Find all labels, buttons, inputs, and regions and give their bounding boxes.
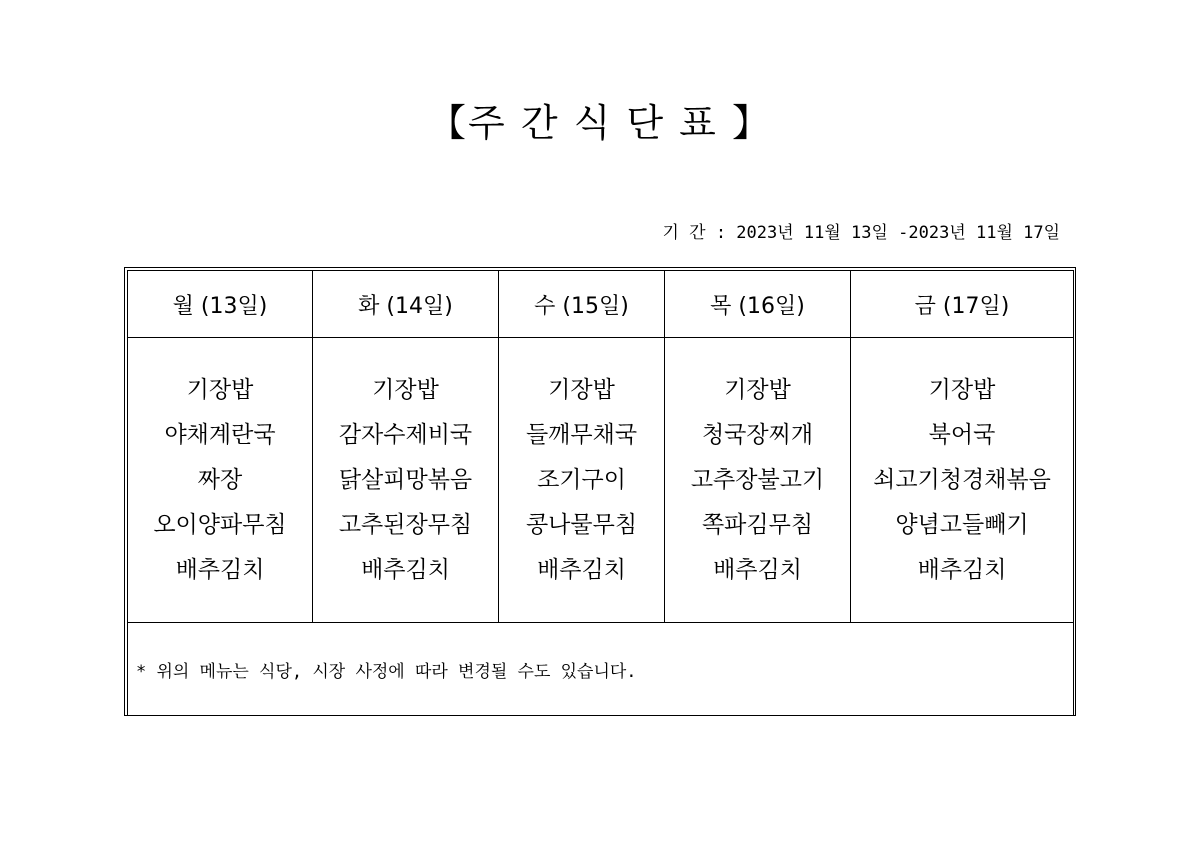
- day-header-fri: 금 (17일): [851, 271, 1074, 338]
- menu-item: 고추된장무침: [338, 511, 473, 538]
- menu-item: 양념고들빼기: [895, 511, 1029, 538]
- menu-item: 감자수제비국: [338, 421, 473, 448]
- day-header-tue: 화 (14일): [313, 271, 499, 338]
- menu-cell-wed: [499, 338, 665, 623]
- menu-item: 배추김치: [361, 556, 450, 583]
- menu-cell-tue: [313, 338, 499, 623]
- weekly-menu-table: [127, 270, 1074, 716]
- menu-item: 기장밥: [186, 376, 254, 403]
- menu-item: 조기구이: [537, 466, 626, 493]
- day-header-mon: 월 (13일): [128, 271, 313, 338]
- day-header-row: [128, 271, 1074, 338]
- menu-item: 들깨무채국: [525, 421, 638, 448]
- menu-item: 배추김치: [537, 556, 626, 583]
- menu-item: 야채계란국: [164, 421, 276, 448]
- menu-item: 쇠고기청경채볶음: [873, 466, 1051, 493]
- menu-item: 배추김치: [175, 556, 265, 583]
- day-header-thu: 목 (16일): [665, 271, 851, 338]
- menu-item: 콩나물무침: [525, 511, 638, 538]
- menu-item: 짜장: [197, 466, 243, 493]
- menu-row: [128, 338, 1074, 623]
- menu-item: 닭살피망볶음: [338, 466, 473, 493]
- menu-item: 청국장찌개: [701, 421, 814, 448]
- menu-cell-fri: [851, 338, 1074, 623]
- menu-item: 북어국: [928, 421, 996, 448]
- menu-item: 고추장불고기: [690, 466, 825, 493]
- menu-item: 기장밥: [724, 376, 791, 403]
- menu-item: 배추김치: [713, 556, 802, 583]
- day-header-wed: 수 (15일): [499, 271, 665, 338]
- menu-cell-thu: [665, 338, 851, 623]
- menu-item: 오이양파무침: [153, 511, 287, 538]
- menu-table-frame: [124, 267, 1076, 716]
- page-title: 【주 간 식 단 표 】: [428, 101, 772, 145]
- period-text: 기 간 : 2023년 11월 13일 -2023년 11월 17일: [662, 223, 1060, 243]
- menu-item: 기장밥: [372, 376, 439, 403]
- menu-cell-mon: [128, 338, 313, 623]
- menu-change-note: * 위의 메뉴는 식당, 시장 사정에 따라 변경될 수도 있습니다.: [128, 623, 1074, 716]
- menu-item: 기장밥: [548, 376, 615, 403]
- note-row: [128, 623, 1074, 716]
- menu-item: 쪽파김무침: [701, 511, 814, 538]
- menu-item: 배추김치: [917, 556, 1007, 583]
- menu-item: 기장밥: [928, 376, 996, 403]
